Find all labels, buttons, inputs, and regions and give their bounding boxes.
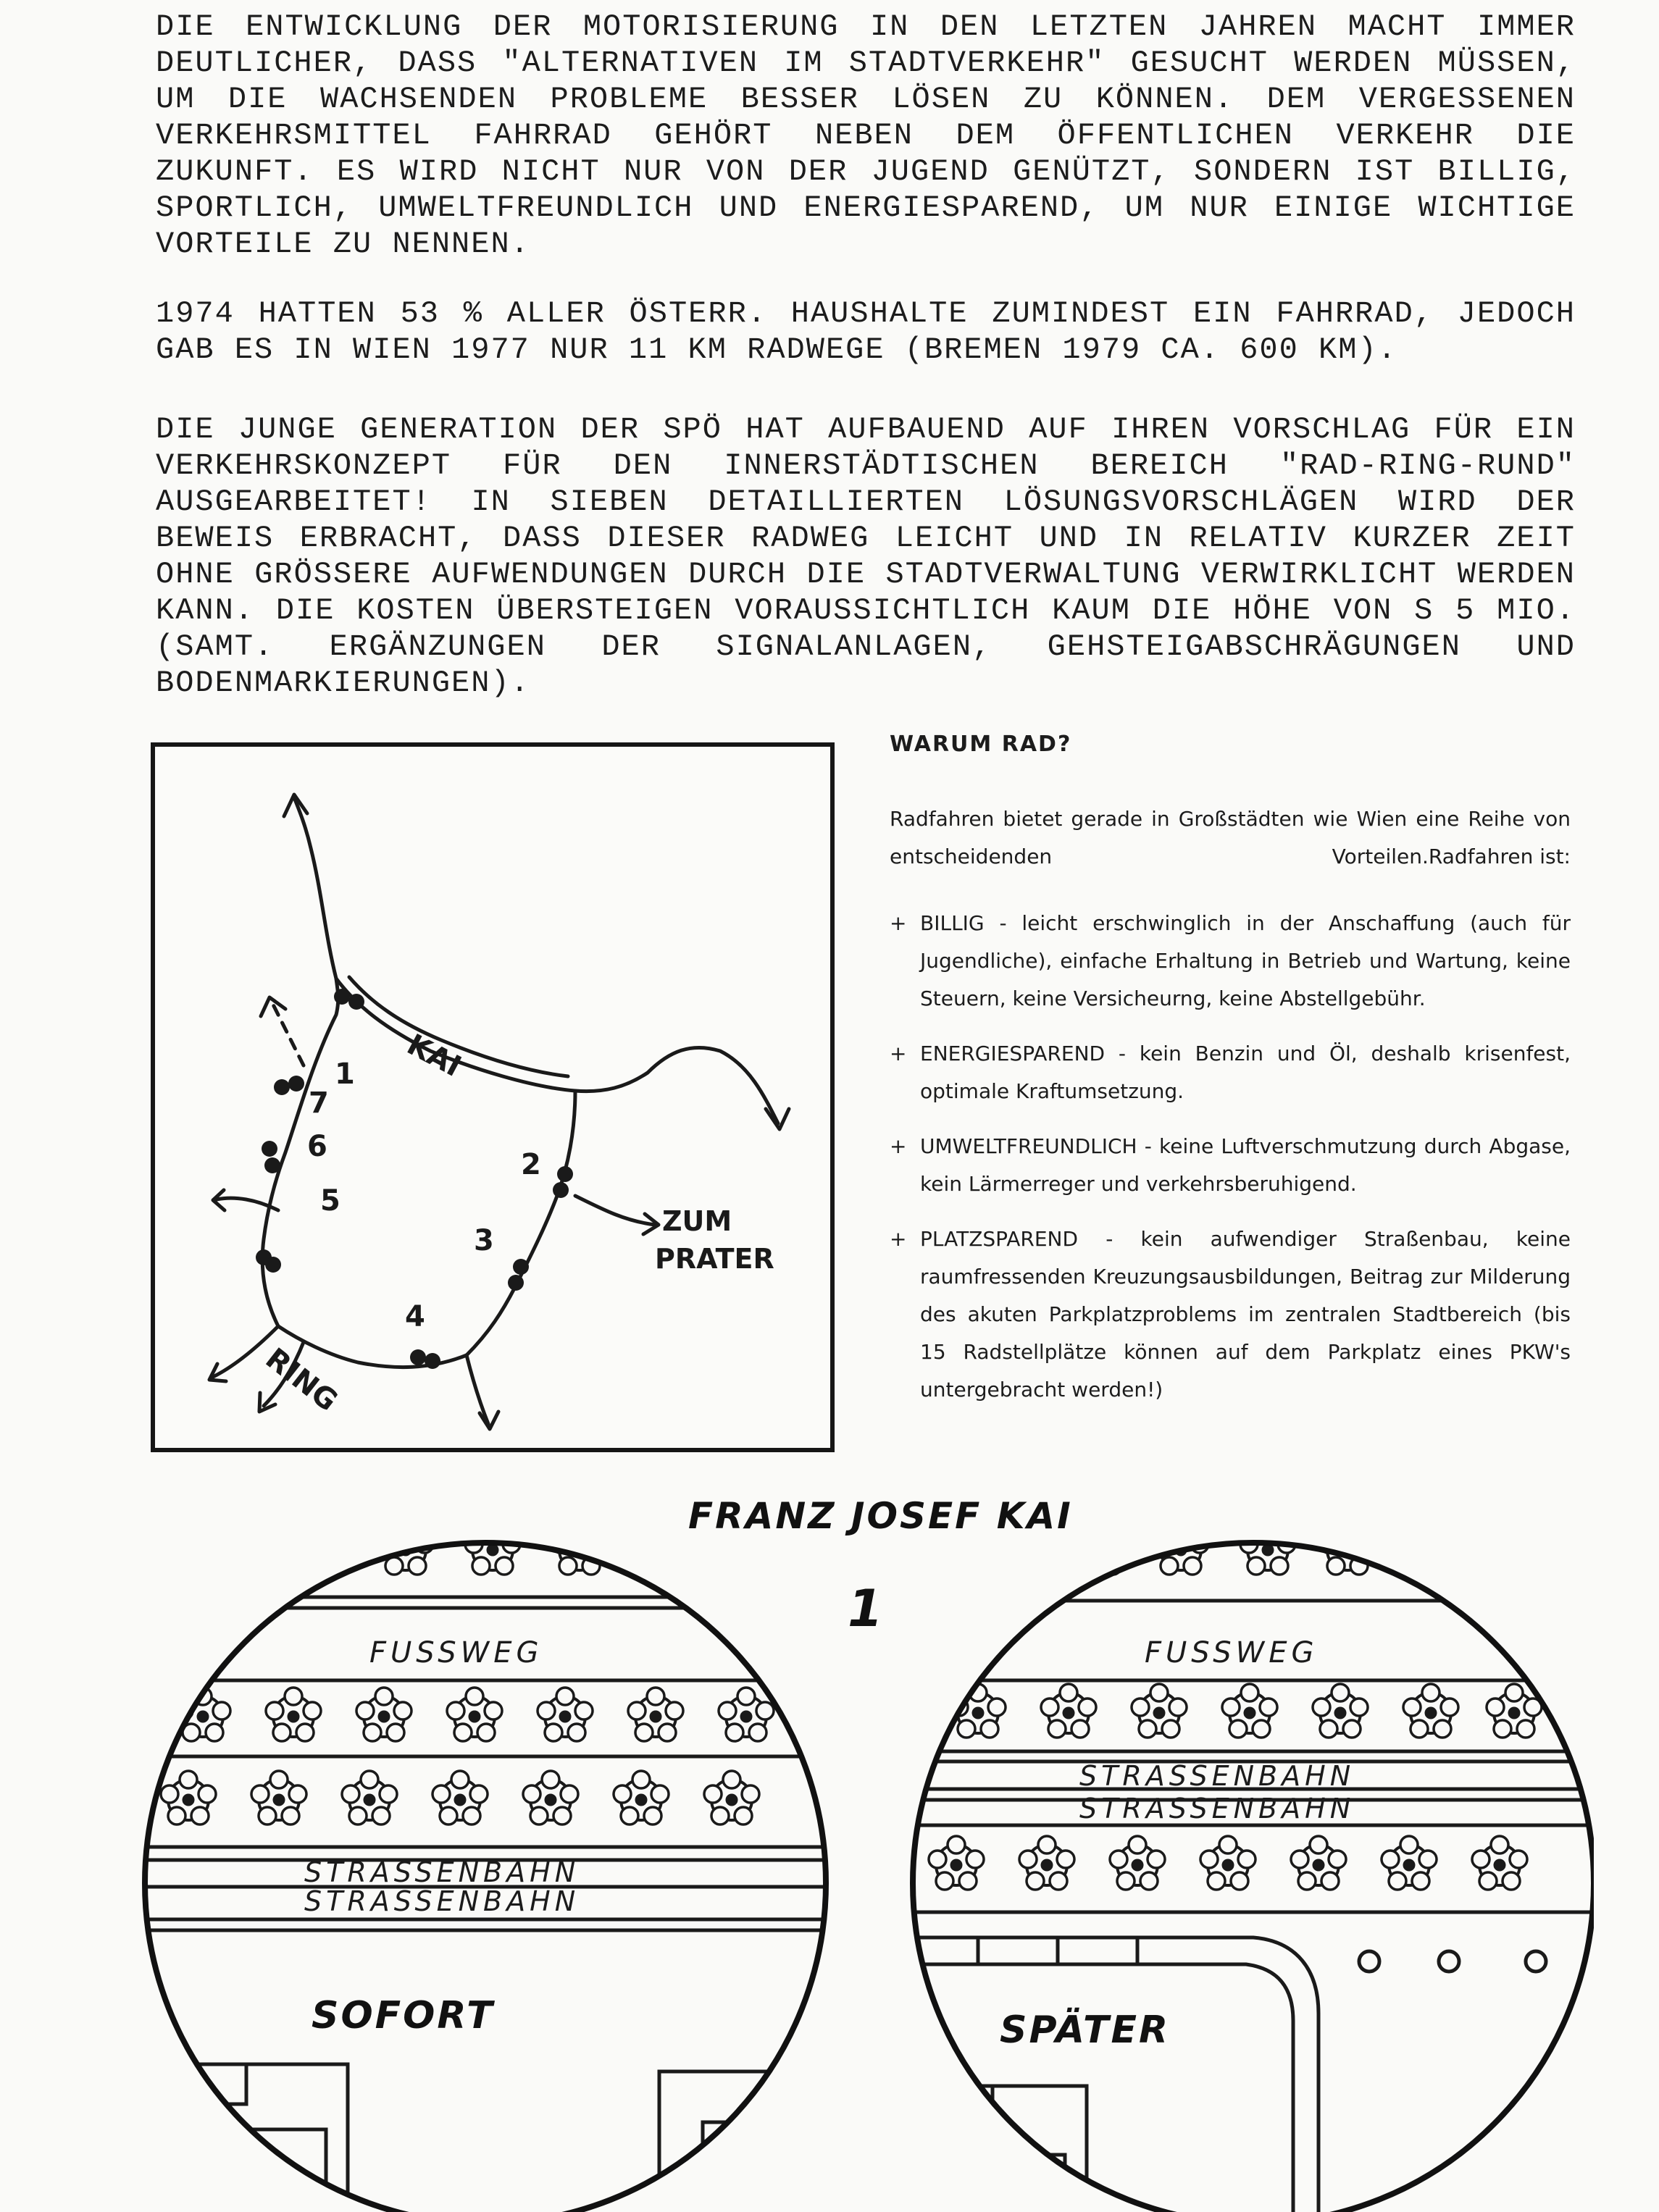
map-point-4: 4 bbox=[405, 1300, 425, 1333]
concept-paragraph: DIE JUNGE GENERATION DER SPÖ HAT AUFBAUEND AUF IHREN VORSCHLAG FÜR EIN VERKEHRSKONZEPT FÜR DEN INNERSTÄDTISCHEN BEREICH "RAD-RING-RUND" AUSGEARBEITET! IN SIEBEN DETAILLIERTEN LÖSUNGSVORSCHLÄGEN WIRD DER BEWEIS ERBRACHT, DASS DIESER RADWEG LEICHT UND IN RELATIV KURZER ZEIT OHNE GRÖSSERE AUFWENDUNGEN DURCH DIE STADTVERWALTUNG VERWIRKLICHT WERDEN KANN. DIE KOSTEN ÜBERSTEIGEN VORAUSSICHTLICH KAUM DIE HÖHE VON S 5 MIO. (SAMT. ERGÄNZUNGEN DER SIGNALANLAGEN, GEHSTEIGABSCHRÄGUNGEN UND BODENMARKIERUNGEN). bbox=[156, 412, 1576, 700]
map-point-3: 3 bbox=[474, 1224, 494, 1257]
map-label-zum: ZUM bbox=[662, 1205, 732, 1237]
why-bike-section bbox=[890, 732, 1571, 1426]
map-label-kai: KAI bbox=[401, 1028, 467, 1084]
map-point-6: 6 bbox=[307, 1130, 327, 1163]
left-tram-label-1: STRASSENBAHN bbox=[304, 1856, 580, 1888]
benefit-text: PLATZSPAREND - kein aufwendiger Straßenbau, keine raumfressenden Kreuzungsausbildungen, Beitrag zur Milderung des akuten Parkplatzproblems im zentralen Stadtbereich (bis 15 Radstellplätze können auf dem Parkplatz eines PKW's untergebracht werden!) bbox=[920, 1227, 1571, 1402]
right-caption-spaeter: SPÄTER bbox=[1000, 2008, 1171, 2052]
left-tram-label-2: STRASSENBAHN bbox=[304, 1885, 580, 1917]
left-caption-sofort: SOFORT bbox=[312, 1994, 495, 2037]
intro-paragraph: DIE ENTWICKLUNG DER MOTORISIERUNG IN DEN LETZTEN JAHREN MACHT IMMER DEUTLICHER, DASS "ALTERNATIVEN IM STADTVERKEHR" GESUCHT WERDEN MÜSSEN, UM DIE WACHSENDEN PROBLEME BESSER LÖSEN ZU KÖNNEN. DEM VERGESSENEN VERKEHRSMITTEL FAHRRAD GEHÖRT NEBEN DEM ÖFFENTLICHEN VERKEHR DIE ZUKUNFT. ES WIRD NICHT NUR VON DER JUGEND GENÜTZT, SONDERN IST BILLIG, SPORTLICH, UMWELTFREUNDLICH UND ENERGIESPAREND, UM NUR EINIGE WICHTIGE VORTEILE ZU NENNEN. bbox=[156, 9, 1576, 261]
bullet-plus: + bbox=[890, 1042, 907, 1065]
route-map bbox=[151, 742, 835, 1452]
street-section-sketch bbox=[138, 1478, 1594, 2212]
map-label-ring: RING bbox=[259, 1341, 344, 1418]
benefit-umweltfreundlich bbox=[890, 1128, 1571, 1203]
street-section-figures bbox=[138, 1478, 1594, 2212]
benefit-energiesparend bbox=[890, 1035, 1571, 1110]
why-bike-intro bbox=[890, 800, 1571, 876]
map-point-1: 1 bbox=[335, 1057, 355, 1091]
figure-number: 1 bbox=[848, 1579, 885, 1638]
map-point-7: 7 bbox=[309, 1086, 329, 1120]
benefit-billig bbox=[890, 905, 1571, 1018]
right-tram-label-2: STRASSENBAHN bbox=[1079, 1793, 1355, 1825]
benefit-platzsparend bbox=[890, 1220, 1571, 1409]
benefit-text: BILLIG - leicht erschwinglich in der Anschaffung (auch für Jugendliche), einfache Erhaltung in Betrieb und Wartung, keine Steuern, keine Versicheurng, keine Abstellgebühr. bbox=[920, 911, 1571, 1010]
map-point-2: 2 bbox=[521, 1148, 541, 1181]
right-fussweg-label: FUSSWEG bbox=[1145, 1636, 1319, 1670]
bullet-plus: + bbox=[890, 1227, 907, 1251]
map-point-5: 5 bbox=[320, 1184, 340, 1218]
why-bike-intro-right: Radfahren ist: bbox=[1428, 845, 1571, 868]
right-tram-label-1: STRASSENBAHN bbox=[1079, 1760, 1355, 1792]
bullet-plus: + bbox=[890, 1134, 907, 1158]
benefit-text: ENERGIESPAREND - kein Benzin und Öl, deshalb krisenfest, optimale Kraftumsetzung. bbox=[920, 1042, 1571, 1103]
map-label-prater: PRATER bbox=[655, 1243, 774, 1275]
why-bike-title: WARUM RAD? bbox=[890, 732, 1072, 757]
figure-title: FRANZ JOSEF KAI bbox=[688, 1495, 1073, 1537]
benefit-text: UMWELTFREUNDLICH - keine Luftverschmutzung durch Abgase, kein Lärmerreger und verkehrsberuhigend. bbox=[920, 1134, 1571, 1196]
why-bike-intro-text: Radfahren bietet gerade in Großstädten wie Wien eine Reihe von entscheidenden Vorteilen. bbox=[890, 807, 1571, 868]
bullet-plus: + bbox=[890, 911, 907, 935]
route-map-sketch bbox=[155, 747, 830, 1448]
statistics-paragraph: 1974 HATTEN 53 % ALLER ÖSTERR. HAUSHALTE ZUMINDEST EIN FAHRRAD, JEDOCH GAB ES IN WIEN 1977 NUR 11 KM RADWEGE (BREMEN 1979 CA. 600 KM). bbox=[156, 296, 1576, 367]
left-fussweg-label: FUSSWEG bbox=[369, 1636, 543, 1670]
